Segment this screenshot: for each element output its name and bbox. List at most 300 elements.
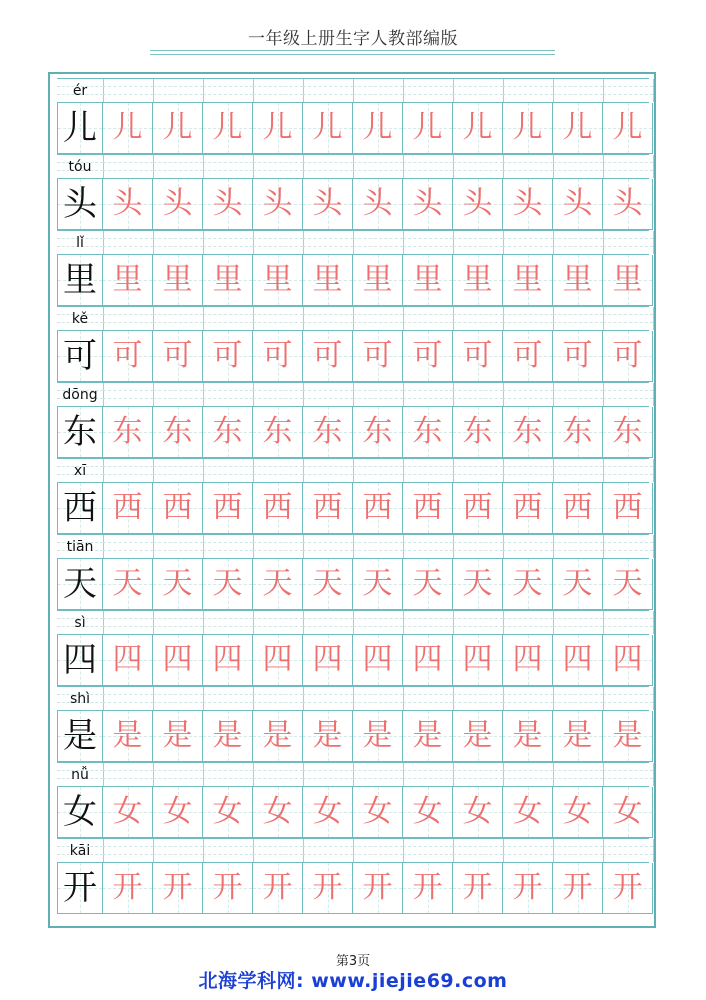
pinyin-guide-line bbox=[503, 314, 553, 315]
trace-character: 女 bbox=[562, 794, 593, 829]
pinyin-guide-line bbox=[603, 550, 653, 551]
tracing-cell bbox=[353, 179, 403, 230]
model-character-cell bbox=[57, 103, 103, 154]
trace-character: 可 bbox=[312, 338, 343, 373]
pinyin-cell bbox=[203, 79, 254, 102]
tracing-cell bbox=[303, 559, 353, 610]
tracing-cell bbox=[403, 179, 453, 230]
pinyin-guide-line bbox=[403, 238, 453, 239]
pinyin-guide-line bbox=[353, 238, 403, 239]
tracing-cell bbox=[353, 787, 403, 838]
trace-character: 东 bbox=[462, 414, 493, 449]
trace-character: 儿 bbox=[112, 110, 143, 145]
pinyin-cell bbox=[353, 459, 404, 482]
pinyin-guide-line bbox=[103, 770, 153, 771]
pinyin-cell bbox=[253, 459, 304, 482]
pinyin-guide-line bbox=[503, 322, 553, 323]
pinyin-cell bbox=[103, 383, 154, 406]
pinyin-cell bbox=[503, 383, 554, 406]
pinyin-guide-line bbox=[503, 626, 553, 627]
pinyin-guide-line bbox=[403, 542, 453, 543]
pinyin-guide-line bbox=[353, 162, 403, 163]
tracing-cell bbox=[103, 863, 153, 914]
tracing-cell bbox=[503, 179, 553, 230]
tracing-cell bbox=[503, 635, 553, 686]
pinyin-guide-line bbox=[403, 162, 453, 163]
tracing-cell bbox=[153, 559, 203, 610]
trace-character: 头 bbox=[312, 186, 343, 221]
pinyin-guide-line bbox=[503, 770, 553, 771]
pinyin-guide-line bbox=[553, 542, 603, 543]
pinyin-guide-line bbox=[603, 398, 653, 399]
pinyin-cell bbox=[153, 611, 204, 634]
pinyin-cell bbox=[453, 155, 504, 178]
practice-row bbox=[57, 230, 649, 306]
trace-character: 里 bbox=[312, 262, 343, 297]
pinyin-guide-line bbox=[503, 162, 553, 163]
pinyin-guide-line bbox=[303, 846, 353, 847]
pinyin-band bbox=[57, 838, 649, 863]
pinyin-cell bbox=[253, 79, 304, 102]
pinyin-guide-line bbox=[453, 238, 503, 239]
pinyin-band bbox=[57, 762, 649, 787]
pinyin-guide-line bbox=[303, 398, 353, 399]
trace-character: 里 bbox=[212, 262, 243, 297]
tracing-cell bbox=[253, 559, 303, 610]
tracing-cell bbox=[453, 483, 503, 534]
pinyin-cell bbox=[153, 839, 204, 862]
pinyin-guide-line bbox=[603, 778, 653, 779]
pinyin-guide-line bbox=[353, 314, 403, 315]
model-character-cell bbox=[57, 711, 103, 762]
pinyin-guide-line bbox=[453, 398, 503, 399]
trace-character: 东 bbox=[362, 414, 393, 449]
pinyin-cell bbox=[503, 307, 554, 330]
pinyin-guide-line bbox=[503, 702, 553, 703]
model-character-cell bbox=[57, 635, 103, 686]
pinyin-guide-line bbox=[553, 770, 603, 771]
pinyin-guide-line bbox=[403, 618, 453, 619]
trace-character: 里 bbox=[412, 262, 443, 297]
pinyin-guide-line bbox=[253, 238, 303, 239]
trace-character: 开 bbox=[262, 870, 293, 905]
pinyin-guide-line bbox=[553, 246, 603, 247]
pinyin-guide-line bbox=[353, 854, 403, 855]
tracing-cell bbox=[153, 635, 203, 686]
pinyin-guide-line bbox=[503, 474, 553, 475]
pinyin-guide-line bbox=[453, 170, 503, 171]
pinyin-guide-line bbox=[353, 94, 403, 95]
pinyin-guide-line bbox=[403, 778, 453, 779]
pinyin-guide-line bbox=[203, 94, 253, 95]
pinyin-band bbox=[57, 154, 649, 179]
character-band bbox=[57, 711, 649, 762]
pinyin-cell bbox=[353, 611, 404, 634]
tracing-cell bbox=[203, 331, 253, 382]
pinyin-band bbox=[57, 78, 649, 103]
tracing-cell bbox=[603, 787, 653, 838]
tracing-cell bbox=[603, 103, 653, 154]
pinyin-cell bbox=[603, 383, 654, 406]
trace-character: 头 bbox=[562, 186, 593, 221]
trace-character: 天 bbox=[212, 566, 243, 601]
tracing-cell bbox=[303, 255, 353, 306]
pinyin-guide-line bbox=[203, 238, 253, 239]
tracing-cell bbox=[453, 711, 503, 762]
pinyin-guide-line bbox=[503, 86, 553, 87]
pinyin-guide-line bbox=[603, 170, 653, 171]
tracing-cell bbox=[253, 103, 303, 154]
pinyin-guide-line bbox=[553, 322, 603, 323]
page-number: 第3页 bbox=[335, 954, 371, 969]
trace-character: 是 bbox=[212, 718, 243, 753]
pinyin-guide-line bbox=[153, 854, 203, 855]
pinyin-cell bbox=[253, 155, 304, 178]
pinyin-label: tóu bbox=[68, 159, 92, 175]
tracing-cell bbox=[103, 179, 153, 230]
character-band bbox=[57, 863, 649, 914]
tracing-cell bbox=[103, 483, 153, 534]
pinyin-guide-line bbox=[453, 702, 503, 703]
tracing-cell bbox=[153, 179, 203, 230]
tracing-cell bbox=[303, 331, 353, 382]
pinyin-guide-line bbox=[153, 314, 203, 315]
tracing-cell bbox=[503, 407, 553, 458]
model-character-cell bbox=[57, 407, 103, 458]
pinyin-guide-line bbox=[253, 86, 303, 87]
pinyin-guide-line bbox=[303, 694, 353, 695]
pinyin-guide-line bbox=[553, 626, 603, 627]
model-character-cell bbox=[57, 331, 103, 382]
trace-character: 儿 bbox=[462, 110, 493, 145]
tracing-cell bbox=[503, 255, 553, 306]
trace-character: 头 bbox=[462, 186, 493, 221]
pinyin-guide-line bbox=[103, 542, 153, 543]
pinyin-label: lǐ bbox=[76, 235, 84, 251]
pinyin-guide-line bbox=[403, 314, 453, 315]
trace-character: 天 bbox=[612, 566, 643, 601]
trace-character: 西 bbox=[362, 490, 393, 525]
tracing-cell bbox=[453, 635, 503, 686]
pinyin-cell bbox=[553, 307, 604, 330]
pinyin-guide-line bbox=[203, 626, 253, 627]
pinyin-band bbox=[57, 686, 649, 711]
pinyin-guide-line bbox=[153, 390, 203, 391]
pinyin-guide-line bbox=[353, 694, 403, 695]
tracing-cell bbox=[503, 331, 553, 382]
tracing-cell bbox=[453, 103, 503, 154]
pinyin-cell bbox=[303, 307, 354, 330]
trace-character: 可 bbox=[112, 338, 143, 373]
tracing-cell bbox=[103, 103, 153, 154]
pinyin-cell bbox=[253, 535, 304, 558]
tracing-cell bbox=[103, 407, 153, 458]
trace-character: 是 bbox=[562, 718, 593, 753]
tracing-cell bbox=[503, 787, 553, 838]
pinyin-guide-line bbox=[103, 322, 153, 323]
pinyin-label: dōng bbox=[62, 387, 98, 403]
practice-row bbox=[57, 762, 649, 838]
tracing-cell bbox=[303, 787, 353, 838]
pinyin-guide-line bbox=[203, 550, 253, 551]
pinyin-guide-line bbox=[503, 618, 553, 619]
pinyin-label: nǚ bbox=[71, 767, 89, 783]
pinyin-cell bbox=[453, 839, 504, 862]
tracing-cell bbox=[203, 255, 253, 306]
pinyin-cell bbox=[353, 839, 404, 862]
pinyin-cell bbox=[253, 839, 304, 862]
tracing-cell bbox=[253, 483, 303, 534]
pinyin-guide-line bbox=[103, 246, 153, 247]
pinyin-guide-line bbox=[203, 170, 253, 171]
trace-character: 天 bbox=[162, 566, 193, 601]
pinyin-guide-line bbox=[153, 550, 203, 551]
pinyin-cell bbox=[303, 383, 354, 406]
pinyin-cell bbox=[203, 687, 254, 710]
pinyin-guide-line bbox=[453, 94, 503, 95]
trace-character: 可 bbox=[362, 338, 393, 373]
tracing-cell bbox=[203, 635, 253, 686]
tracing-cell bbox=[203, 711, 253, 762]
pinyin-cell bbox=[203, 459, 254, 482]
pinyin-guide-line bbox=[603, 94, 653, 95]
pinyin-guide-line bbox=[103, 238, 153, 239]
pinyin-guide-line bbox=[553, 466, 603, 467]
pinyin-guide-line bbox=[503, 238, 553, 239]
trace-character: 天 bbox=[312, 566, 343, 601]
pinyin-guide-line bbox=[153, 86, 203, 87]
model-character: 四 bbox=[63, 640, 97, 680]
trace-character: 可 bbox=[512, 338, 543, 373]
trace-character: 开 bbox=[212, 870, 243, 905]
pinyin-guide-line bbox=[603, 466, 653, 467]
pinyin-guide-line bbox=[603, 542, 653, 543]
pinyin-guide-line bbox=[353, 846, 403, 847]
trace-character: 开 bbox=[312, 870, 343, 905]
trace-character: 西 bbox=[162, 490, 193, 525]
pinyin-cell bbox=[253, 383, 304, 406]
pinyin-cell bbox=[253, 307, 304, 330]
trace-character: 里 bbox=[612, 262, 643, 297]
pinyin-cell bbox=[603, 611, 654, 634]
pinyin-cell bbox=[103, 763, 154, 786]
pinyin-guide-line bbox=[303, 474, 353, 475]
tracing-cell bbox=[553, 331, 603, 382]
pinyin-cell bbox=[503, 839, 554, 862]
trace-character: 儿 bbox=[412, 110, 443, 145]
pinyin-guide-line bbox=[303, 770, 353, 771]
pinyin-guide-line bbox=[303, 170, 353, 171]
pinyin-guide-line bbox=[203, 86, 253, 87]
pinyin-guide-line bbox=[103, 854, 153, 855]
tracing-cell bbox=[103, 787, 153, 838]
tracing-cell bbox=[453, 179, 503, 230]
trace-character: 天 bbox=[362, 566, 393, 601]
pinyin-guide-line bbox=[203, 854, 253, 855]
tracing-cell bbox=[553, 407, 603, 458]
pinyin-cell bbox=[453, 611, 504, 634]
trace-character: 开 bbox=[112, 870, 143, 905]
tracing-cell bbox=[153, 103, 203, 154]
pinyin-guide-line bbox=[353, 322, 403, 323]
pinyin-guide-line bbox=[353, 702, 403, 703]
pinyin-guide-line bbox=[203, 618, 253, 619]
pinyin-guide-line bbox=[253, 322, 303, 323]
tracing-cell bbox=[353, 863, 403, 914]
pinyin-guide-line bbox=[303, 550, 353, 551]
pinyin-cell bbox=[353, 383, 404, 406]
pinyin-guide-line bbox=[303, 618, 353, 619]
pinyin-cell bbox=[303, 687, 354, 710]
pinyin-cell bbox=[103, 535, 154, 558]
pinyin-guide-line bbox=[603, 390, 653, 391]
pinyin-cell bbox=[353, 535, 404, 558]
pinyin-guide-line bbox=[503, 694, 553, 695]
pinyin-guide-line bbox=[603, 474, 653, 475]
pinyin-guide-line bbox=[453, 778, 503, 779]
pinyin-guide-line bbox=[353, 550, 403, 551]
trace-character: 是 bbox=[262, 718, 293, 753]
pinyin-guide-line bbox=[103, 626, 153, 627]
trace-character: 西 bbox=[112, 490, 143, 525]
tracing-cell bbox=[303, 103, 353, 154]
pinyin-guide-line bbox=[303, 238, 353, 239]
pinyin-cell bbox=[153, 155, 204, 178]
tracing-cell bbox=[503, 103, 553, 154]
pinyin-cell bbox=[453, 383, 504, 406]
pinyin-cell bbox=[103, 459, 154, 482]
tracing-cell bbox=[303, 179, 353, 230]
pinyin-guide-line bbox=[153, 702, 203, 703]
pinyin-guide-line bbox=[253, 702, 303, 703]
pinyin-guide-line bbox=[553, 398, 603, 399]
tracing-cell bbox=[253, 407, 303, 458]
trace-character: 开 bbox=[512, 870, 543, 905]
pinyin-guide-line bbox=[603, 86, 653, 87]
pinyin-cell bbox=[503, 459, 554, 482]
pinyin-cell bbox=[553, 687, 604, 710]
trace-character: 头 bbox=[612, 186, 643, 221]
trace-character: 可 bbox=[162, 338, 193, 373]
trace-character: 东 bbox=[262, 414, 293, 449]
model-character: 东 bbox=[63, 412, 97, 452]
tracing-cell bbox=[553, 787, 603, 838]
pinyin-cell bbox=[453, 307, 504, 330]
pinyin-guide-line bbox=[603, 846, 653, 847]
pinyin-guide-line bbox=[303, 626, 353, 627]
pinyin-guide-line bbox=[353, 86, 403, 87]
pinyin-cell bbox=[403, 459, 454, 482]
pinyin-guide-line bbox=[253, 94, 303, 95]
pinyin-guide-line bbox=[403, 466, 453, 467]
pinyin-guide-line bbox=[553, 854, 603, 855]
trace-character: 儿 bbox=[212, 110, 243, 145]
model-character-cell bbox=[57, 179, 103, 230]
tracing-cell bbox=[603, 635, 653, 686]
pinyin-guide-line bbox=[353, 770, 403, 771]
pinyin-cell bbox=[403, 383, 454, 406]
pinyin-guide-line bbox=[153, 466, 203, 467]
practice-row bbox=[57, 458, 649, 534]
pinyin-guide-line bbox=[303, 162, 353, 163]
trace-character: 头 bbox=[262, 186, 293, 221]
pinyin-guide-line bbox=[403, 846, 453, 847]
pinyin-label: kě bbox=[71, 311, 89, 327]
pinyin-guide-line bbox=[603, 162, 653, 163]
trace-character: 是 bbox=[462, 718, 493, 753]
pinyin-guide-line bbox=[553, 94, 603, 95]
tracing-cell bbox=[603, 331, 653, 382]
trace-character: 四 bbox=[612, 642, 643, 677]
tracing-cell bbox=[153, 255, 203, 306]
pinyin-guide-line bbox=[353, 542, 403, 543]
pinyin-cell bbox=[203, 155, 254, 178]
pinyin-cell bbox=[453, 535, 504, 558]
pinyin-label: kāi bbox=[69, 843, 91, 859]
pinyin-guide-line bbox=[103, 94, 153, 95]
pinyin-guide-line bbox=[253, 162, 303, 163]
pinyin-cell bbox=[503, 611, 554, 634]
trace-character: 东 bbox=[412, 414, 443, 449]
trace-character: 儿 bbox=[162, 110, 193, 145]
pinyin-cell bbox=[453, 763, 504, 786]
tracing-cell bbox=[203, 407, 253, 458]
model-character: 开 bbox=[63, 868, 97, 908]
pinyin-cell bbox=[453, 231, 504, 254]
trace-character: 可 bbox=[612, 338, 643, 373]
tracing-cell bbox=[103, 255, 153, 306]
pinyin-guide-line bbox=[553, 846, 603, 847]
tracing-cell bbox=[353, 255, 403, 306]
pinyin-guide-line bbox=[203, 398, 253, 399]
pinyin-guide-line bbox=[453, 618, 503, 619]
trace-character: 东 bbox=[212, 414, 243, 449]
tracing-cell bbox=[353, 103, 403, 154]
pinyin-cell bbox=[603, 763, 654, 786]
tracing-cell bbox=[603, 863, 653, 914]
pinyin-cell bbox=[153, 459, 204, 482]
pinyin-guide-line bbox=[503, 170, 553, 171]
pinyin-cell bbox=[303, 79, 354, 102]
model-character: 里 bbox=[63, 260, 97, 300]
pinyin-guide-line bbox=[403, 626, 453, 627]
tracing-cell bbox=[203, 787, 253, 838]
model-character: 头 bbox=[63, 184, 97, 224]
tracing-cell bbox=[353, 559, 403, 610]
pinyin-cell bbox=[353, 79, 404, 102]
pinyin-guide-line bbox=[403, 474, 453, 475]
pinyin-guide-line bbox=[303, 542, 353, 543]
pinyin-guide-line bbox=[503, 778, 553, 779]
pinyin-cell bbox=[603, 535, 654, 558]
tracing-cell bbox=[553, 483, 603, 534]
pinyin-guide-line bbox=[453, 162, 503, 163]
trace-character: 西 bbox=[312, 490, 343, 525]
pinyin-guide-line bbox=[553, 702, 603, 703]
tracing-cell bbox=[353, 483, 403, 534]
model-character: 女 bbox=[63, 792, 97, 832]
practice-row bbox=[57, 610, 649, 686]
trace-character: 头 bbox=[112, 186, 143, 221]
pinyin-guide-line bbox=[603, 626, 653, 627]
pinyin-guide-line bbox=[103, 702, 153, 703]
trace-character: 里 bbox=[462, 262, 493, 297]
pinyin-guide-line bbox=[603, 702, 653, 703]
pinyin-guide-line bbox=[203, 778, 253, 779]
pinyin-cell bbox=[153, 231, 204, 254]
pinyin-cell bbox=[103, 687, 154, 710]
model-character: 儿 bbox=[63, 108, 97, 148]
